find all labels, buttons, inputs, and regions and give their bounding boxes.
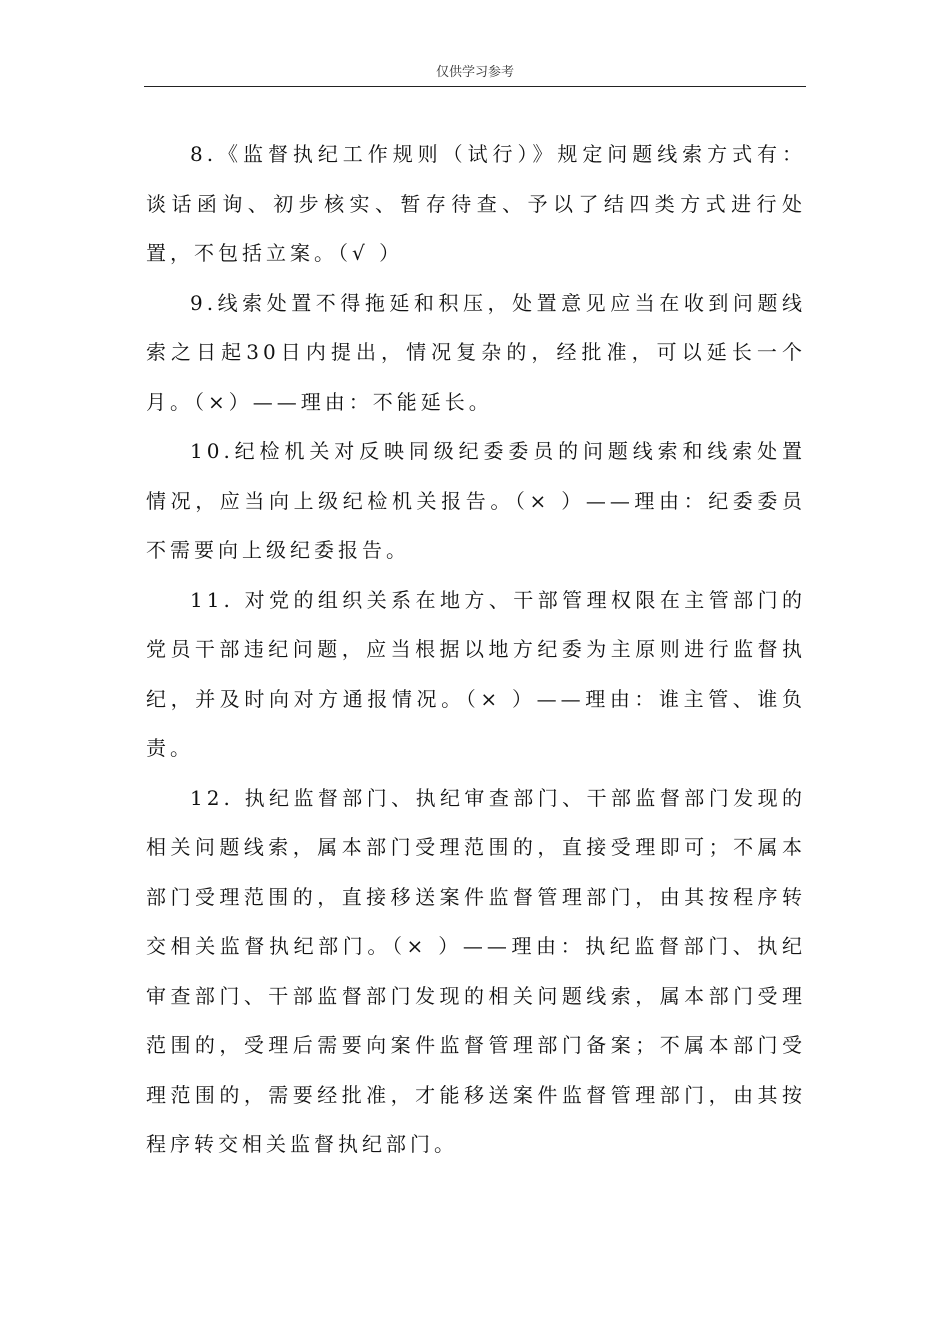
paragraph-item-9: 9.线索处置不得拖延和积压，处置意见应当在收到问题线索之日起30日内提出，情况复杂的，经批准，可以延长一个月。（×）——理由：不能延长。	[146, 290, 806, 414]
paragraph-item-10: 10.纪检机关对反映同级纪委委员的问题线索和线索处置情况，应当向上级纪检机关报告。（× ）——理由：纪委委员不需要向上级纪委报告。	[146, 439, 806, 562]
paragraph-item-11: 11. 对党的组织关系在地方、干部管理权限在主管部门的党员干部违纪问题，应当根据以地方纪委为主原则进行监督执纪，并及时向对方通报情况。（× ）——理由：谁主管、谁负责。	[146, 587, 806, 760]
document-body	[146, 130, 806, 1170]
page-header: 仅供学习参考	[144, 64, 806, 87]
paragraph-item-8: 8.《监督执纪工作规则（试行）》规定问题线索方式有：谈话函询、初步核实、暂存待查、予以了结四类方式进行处置，不包括立案。（√ ）	[146, 142, 806, 265]
paragraph-item-12: 12. 执纪监督部门、执纪审查部门、干部监督部门发现的相关问题线索，属本部门受理范围的，直接受理即可；不属本部门受理范围的，直接移送案件监督管理部门，由其按程序转交相关监督执纪部门。（× ）——理由：执纪监督部门、执纪审查部门、干部监督部门发现的相关问题线索，属本部门受理范围的，受理后需要向案件监督管理部门备案；不属本部门受理范围的，需要经批准，才能移送案件监督管理部门，由其按程序转交相关监督执纪部门。	[146, 785, 806, 1156]
